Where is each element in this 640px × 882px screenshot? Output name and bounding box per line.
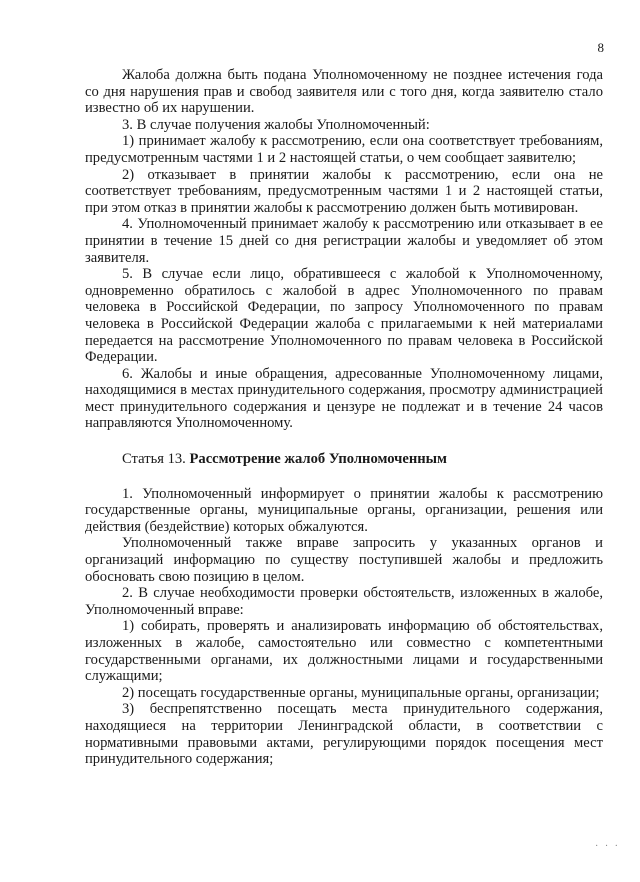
paragraph: Уполномоченный также вправе запросить у указанных органов и организаций информацию по существу поступившей жалобы и предложить обосновать свою позицию в целом. [85, 535, 603, 585]
scan-artifact: · · · [595, 841, 620, 852]
page-number: 8 [597, 40, 604, 55]
paragraph: 2) посещать государственные органы, муниципальные органы, организации; [122, 684, 600, 701]
article-heading [85, 451, 603, 468]
paragraph: 6. Жалобы и иные обращения, адресованные Уполномоченному лицами, находящимися в местах принудительного содержания, просмотру администрацией мест принудительного содержания и цензуре не подлежат и в течение 24 часов направляются Уполномоченному. [85, 365, 603, 432]
document-body [85, 67, 603, 768]
paragraph: 3) беспрепятственно посещать места принудительного содержания, находящиеся на территории Ленинградской области, в соответствии с нормативными правовыми актами, регулирующими порядок посещения мест принудительного содержания; [85, 701, 603, 768]
paragraph: 3. В случае получения жалобы Уполномоченный: [122, 116, 430, 133]
article-title: Рассмотрение жалоб Уполномоченным [189, 451, 447, 468]
paragraph: Жалоба должна быть подана Уполномоченному не позднее истечения года со дня нарушения прав и свобод заявителя или с того дня, когда заявителю стало известно об их нарушении. [85, 67, 603, 117]
paragraph: 1) принимает жалобу к рассмотрению, если она соответствует требованиям, предусмотренным частями 1 и 2 настоящей статьи, о чем сообщает заявителю; [85, 133, 603, 166]
paragraph: 2. В случае необходимости проверки обстоятельств, изложенных в жалобе, Уполномоченный вправе: [85, 585, 603, 618]
paragraph: 5. В случае если лицо, обратившееся с жалобой к Уполномоченному, одновременно обратилось с жалобой в адрес Уполномоченного по правам человека в Российской Федерации, по запросу Уполномоченного по правам человека в Российской Федерации жалоба с прилагаемыми к ней материалами передается на рассмотрение Уполномоченного по правам человека в Российской Федерации. [85, 266, 603, 366]
paragraph: 4. Уполномоченный принимает жалобу к рассмотрению или отказывает в ее принятии в течение 15 дней со дня регистрации жалобы и уведомляет об этом заявителя. [85, 216, 603, 266]
article-prefix: Статья 13. [122, 451, 190, 468]
paragraph: 1) собирать, проверять и анализировать информацию об обстоятельствах, изложенных в жалобе, самостоятельно или совместно с компетентными государственными органами, их должностными лицами и государственными служащими; [85, 618, 603, 685]
paragraph: 2) отказывает в принятии жалобы к рассмотрению, если она не соответствует требованиям, предусмотренным частями 1 и 2 настоящей статьи, при этом отказ в принятии жалобы к рассмотрению должен быть мотивирован. [85, 166, 603, 216]
paragraph: 1. Уполномоченный информирует о принятии жалобы к рассмотрению государственные органы, муниципальные органы, организации, решения или действия (бездействие) которых обжалуются. [85, 485, 603, 535]
